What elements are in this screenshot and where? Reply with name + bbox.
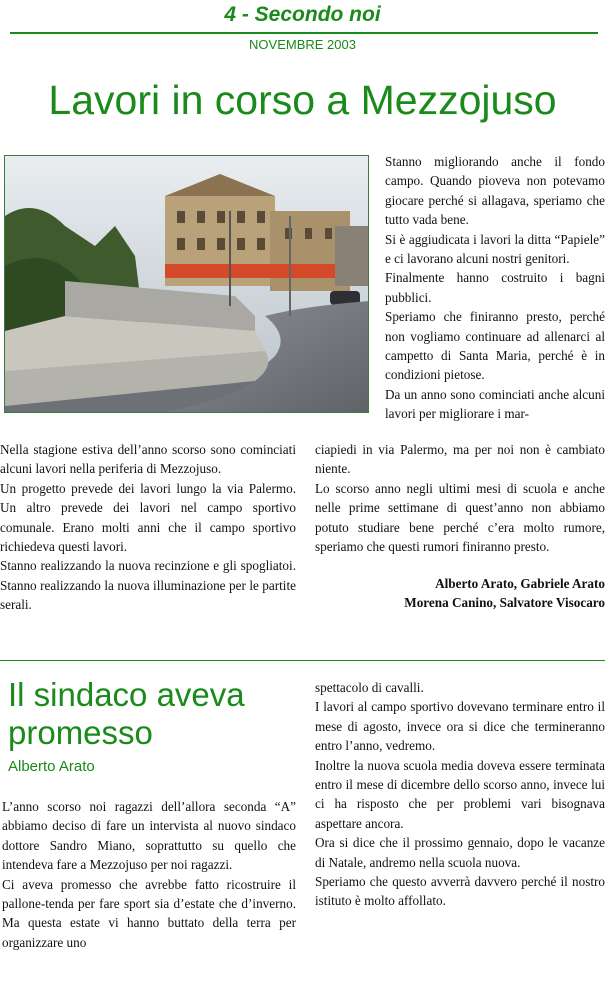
author-line: Alberto Arato, Gabriele Arato xyxy=(435,576,605,591)
article2-left-column xyxy=(2,797,296,952)
paragraph: Ci aveva promesso che avrebbe fatto ricostruire il pallone-tenda per fare sport sia d’estate che d’inverno. Ma questa estate vi hanno buttato della terra per organizzare uno xyxy=(2,876,296,950)
paragraph: Finalmente hanno costruito i bagni pubblici. xyxy=(385,270,605,305)
article-photo xyxy=(4,155,369,413)
author-line: Morena Canino, Salvatore Visocaro xyxy=(404,595,605,611)
paragraph: Speriamo che questo avverrà davvero perché il nostro istituto è molto affollato. xyxy=(315,874,605,909)
paragraph: Lo scorso anno negli ultimi mesi di scuola e anche nelle prime settimane di quest’anno non abbiamo potuto studiare bene perché c’era molto rumore, speriamo che questi rumori finiranno presto. xyxy=(315,480,605,555)
article-divider xyxy=(0,660,605,661)
title-line: Il sindaco aveva xyxy=(8,676,245,713)
article1-right-column xyxy=(385,152,605,424)
title-line: promesso xyxy=(8,714,153,751)
article1-continuation-column xyxy=(315,440,605,556)
issue-date: NOVEMBRE 2003 xyxy=(249,37,356,52)
paragraph: Stanno realizzando la nuova recinzione e gli spogliatoi. Stanno realizzando la nuova illuminazione per le partite serali. xyxy=(0,558,296,613)
paragraph: Un progetto prevede dei lavori lungo la via Palermo. Un altro prevede dei lavori nel campo sportivo comunale. Erano molti anni che il campo sportivo richiedeva questi lavori. xyxy=(0,480,296,555)
paragraph: Stanno migliorando anche il fondo campo. Quando pioveva non potevamo giocare perché si allagava, speriamo che tutto vada bene. xyxy=(385,154,605,228)
paragraph: spettacolo di cavalli. xyxy=(315,680,424,695)
article2-author: Alberto Arato xyxy=(8,758,95,775)
article1-authors xyxy=(315,574,605,613)
header-divider xyxy=(10,32,598,34)
article2-title xyxy=(8,676,245,752)
paragraph: Inoltre la nuova scuola media doveva essere terminata entro il mese di dicembre dello scorso anno, invece lui ci ha risposto che per problemi vari bisognava aspettare ancora. xyxy=(315,757,605,831)
article2-right-column xyxy=(315,678,605,911)
paragraph: ciapiedi in via Palermo, ma per noi non è cambiato niente. xyxy=(315,442,605,477)
section-header: 4 - Secondo noi xyxy=(224,3,381,26)
paragraph: Si è aggiudicata i lavori la ditta “Papiele” e ci lavorano alcuni nostri genitori. xyxy=(385,231,605,267)
paragraph: Nella stagione estiva dell’anno scorso sono cominciati alcuni lavori nella periferia di Mezzojuso. xyxy=(0,442,296,477)
paragraph: I lavori al campo sportivo dovevano terminare entro il mese di agosto, invece ora si dice che termineranno entro l’anno, vedremo. xyxy=(315,699,605,754)
paragraph: Speriamo che finiranno presto, perché non vogliamo continuare ad allenarci al campetto di Santa Maria, perché è in condizioni pietose. xyxy=(385,309,605,383)
road-construction-image xyxy=(5,156,369,413)
article1-left-column xyxy=(0,440,296,615)
paragraph: Ora si dice che il prossimo gennaio, dopo le vacanze di Natale, andremo nella scuola nuova. xyxy=(315,835,605,870)
paragraph: L’anno scorso noi ragazzi dell’allora seconda “A” abbiamo deciso di fare un intervista al nuovo sindaco dottore Sandro Miano, soprattutto su quello che intendeva fare a Mezzojuso per noi ragazzi. xyxy=(2,799,296,873)
article-title: Lavori in corso a Mezzojuso xyxy=(48,77,557,123)
paragraph: Da un anno sono cominciati anche alcuni lavori per migliorare i mar- xyxy=(385,386,605,422)
